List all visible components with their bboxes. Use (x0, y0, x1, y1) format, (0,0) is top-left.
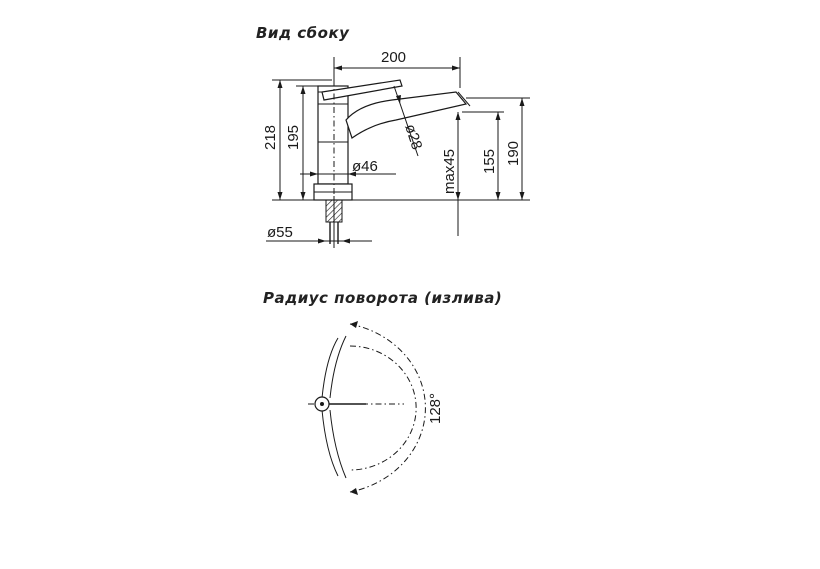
angle-arrow-bottom (350, 488, 358, 495)
width-label: 200 (381, 49, 407, 66)
spout-height-label: 190 (505, 140, 522, 166)
base-diameter-label: ø55 (267, 224, 293, 241)
angle-arrow-top (350, 321, 358, 328)
spout-diameter-label: ø28 (401, 121, 426, 152)
swivel-view-title: Радиус поворота (излива) (263, 289, 503, 307)
max-tilt-dimension (441, 112, 461, 236)
swivel-inner-arc (350, 346, 416, 470)
mounting-stud (326, 196, 342, 248)
side-view-title: Вид сбоку (256, 24, 350, 42)
body-diameter-label: ø46 (352, 158, 378, 175)
swivel-angle-label: 128° (427, 392, 444, 424)
swivel-radius-diagram (308, 321, 444, 495)
spout-position-top (322, 338, 338, 398)
body-height-label: 195 (285, 124, 302, 150)
faucet-body (308, 86, 358, 200)
max-tilt-label: max45 (441, 148, 458, 194)
swivel-outer-arc (350, 324, 425, 492)
outlet-height-label: 155 (481, 148, 498, 174)
base-diameter-dimension (266, 224, 372, 244)
total-height-label: 218 (262, 124, 279, 150)
